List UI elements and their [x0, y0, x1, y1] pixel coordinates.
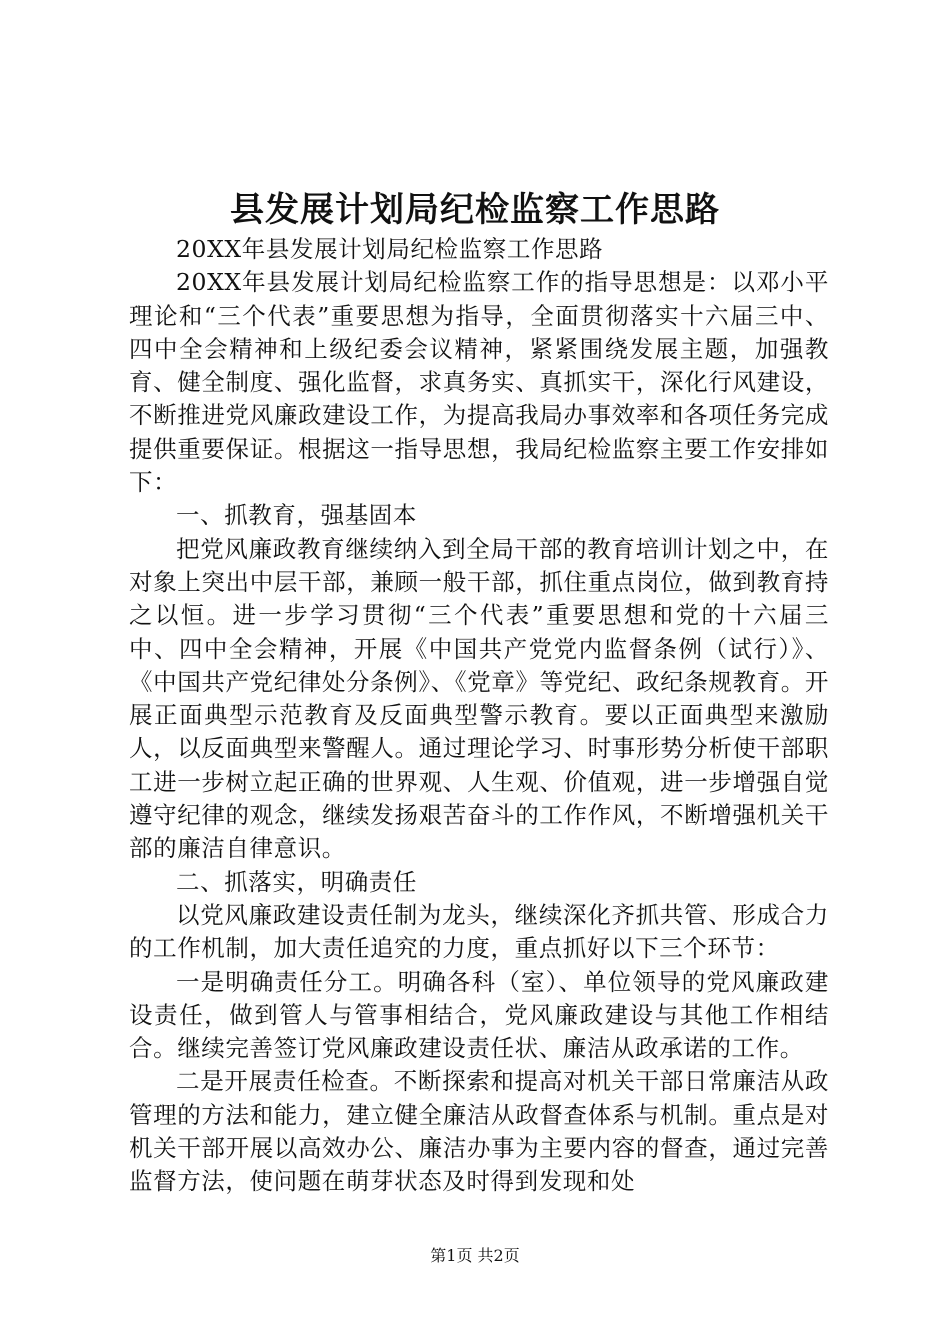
section-heading-education: 一、抓教育，强基固本	[176, 501, 417, 530]
document-body	[129, 233, 829, 1199]
section-heading-implementation: 二、抓落实，明确责任	[176, 867, 417, 896]
paragraph-responsibility-division: 一是明确责任分工。明确各科（室）、单位领导的党风廉政建设责任，做到管人与管事相结合，党风廉政建设与其他工作相结合。继续完善签订党风廉政建设责任状、廉洁从政承诺的工作。	[129, 967, 829, 1063]
page-number-footer: 第1页 共2页	[430, 1246, 520, 1265]
paragraph-implementation: 以党风廉政建设责任制为龙头，继续深化齐抓共管、形成合力的工作机制，加大责任追究的力度，重点抓好以下三个环节：	[129, 900, 829, 963]
paragraph-guiding-thought: 20XX年县发展计划局纪检监察工作的指导思想是：以邓小平理论和“三个代表”重要思想为指导，全面贯彻落实十六届三中、四中全会精神和上级纪委会议精神，紧紧围绕发展主题，加强教育、健全制度、强化监督，求真务实、真抓实干，深化行风建设，不断推进党风廉政建设工作，为提高我局办事效率和各项任务完成提供重要保证。根据这一指导思想，我局纪检监察主要工作安排如下：	[129, 268, 829, 497]
paragraph-subtitle: 20XX年县发展计划局纪检监察工作思路	[176, 235, 604, 263]
document-title: 县发展计划局纪检监察工作思路	[230, 190, 720, 230]
paragraph-education: 把党风廉政教育继续纳入到全局干部的教育培训计划之中，在对象上突出中层干部，兼顾一般干部，抓住重点岗位，做到教育持之以恒。进一步学习贯彻“三个代表”重要思想和党的十六届三中、四中全会精神，开展《中国共产党党内监督条例（试行）》、《中国共产党纪律处分条例》、《党章》等党纪、政纪条规教育。开展正面典型示范教育及反面典型警示教育。要以正面典型来激励人，以反面典型来警醒人。通过理论学习、时事形势分析使干部职工进一步树立起正确的世界观、人生观、价值观，进一步增强自觉遵守纪律的观念，继续发扬艰苦奋斗的工作作风，不断增强机关干部的廉洁自律意识。	[129, 534, 829, 863]
paragraph-responsibility-inspection: 二是开展责任检查。不断探索和提高对机关干部日常廉洁从政管理的方法和能力，建立健全廉洁从政督查体系与机制。重点是对机关干部开展以高效办公、廉洁办事为主要内容的督查，通过完善监督方法，使问题在萌芽状态及时得到发现和处	[129, 1067, 829, 1196]
